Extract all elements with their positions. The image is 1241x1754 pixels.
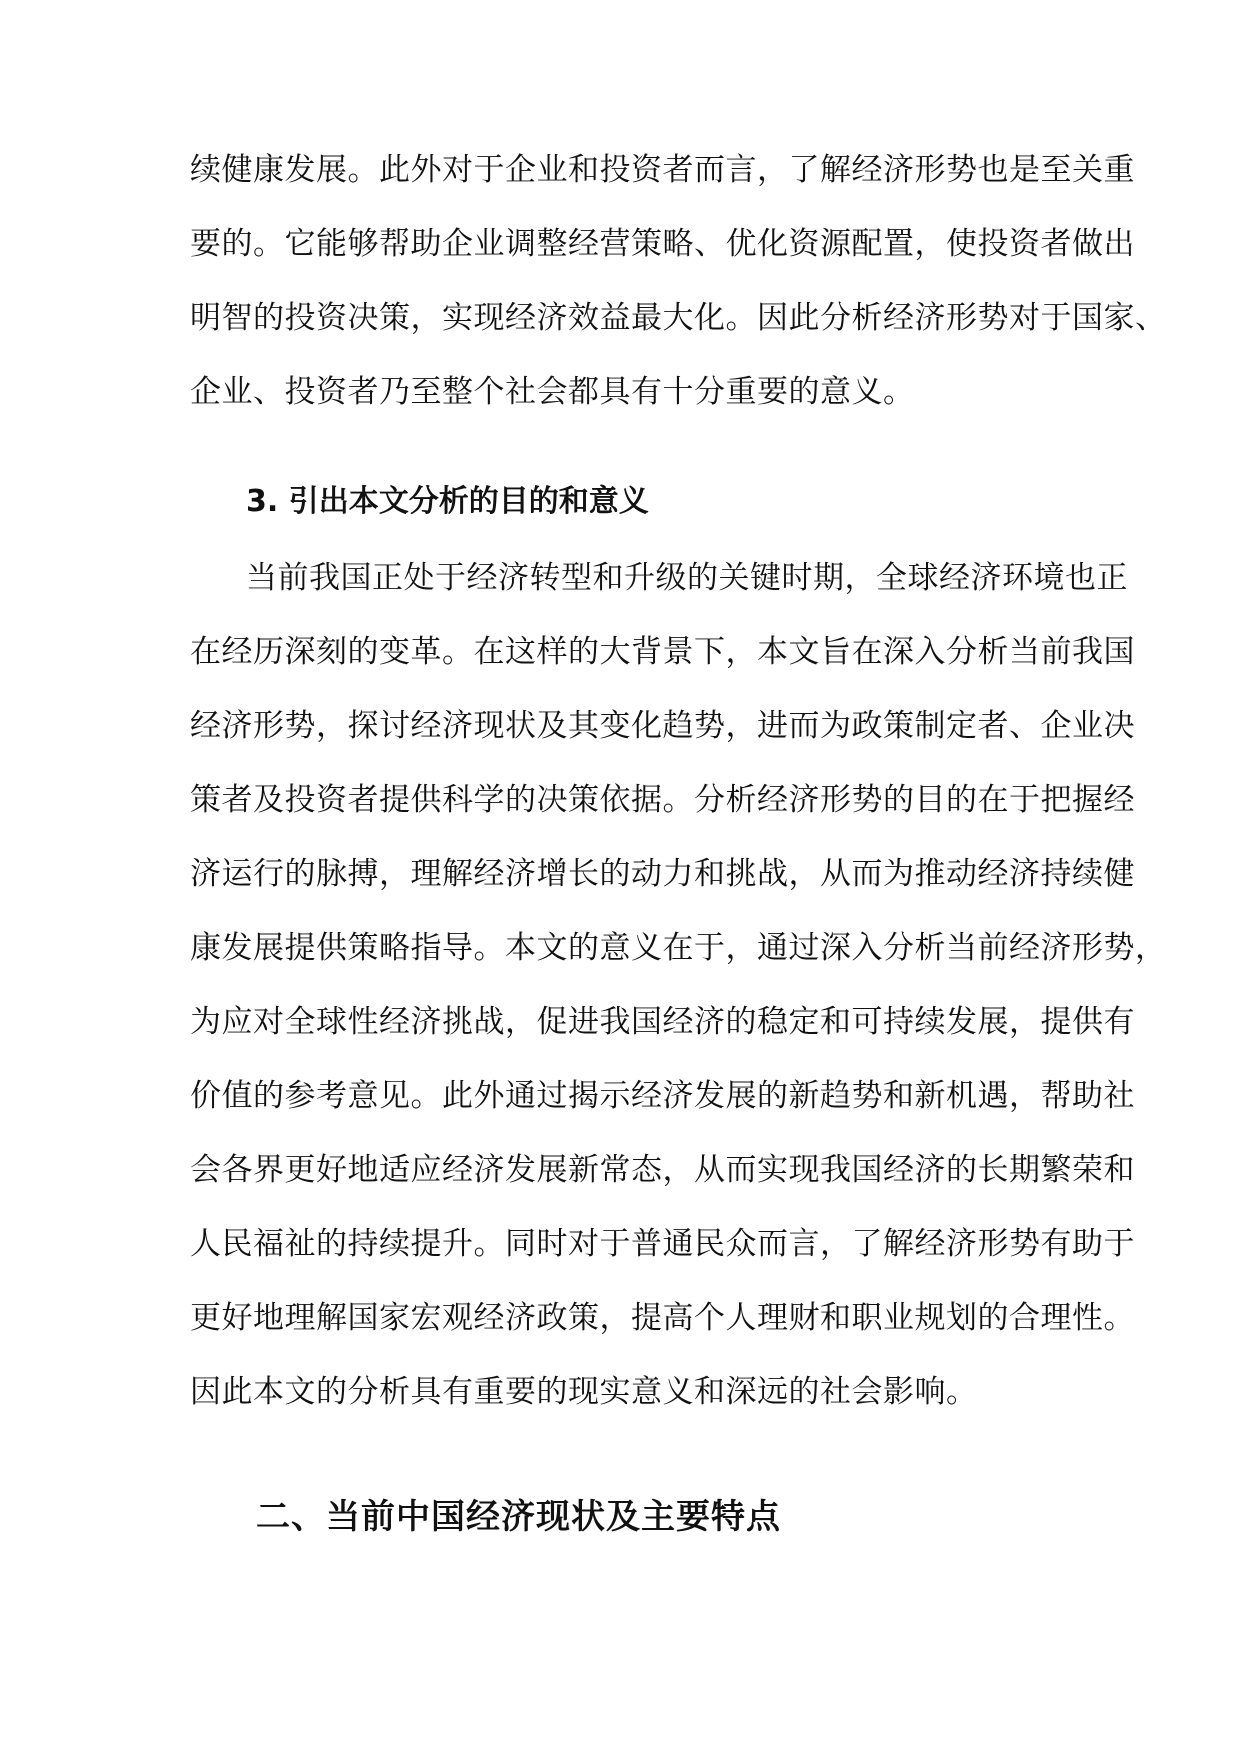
paragraph-line: 要的。它能够帮助企业调整经营策略、优化资源配置，使投资者做出 bbox=[190, 226, 1135, 262]
paragraph-line: 明智的投资决策，实现经济效益最大化。因此分析经济形势对于国家、 bbox=[190, 300, 1167, 336]
paragraph-line: 价值的参考意见。此外通过揭示经济发展的新趋势和新机遇，帮助社 bbox=[190, 1078, 1135, 1114]
subsection-heading: 3. 引出本文分析的目的和意义 bbox=[246, 484, 649, 519]
paragraph-line: 济运行的脉搏，理解经济增长的动力和挑战，从而为推动经济持续健 bbox=[190, 856, 1135, 892]
paragraph-line: 企业、投资者乃至整个社会都具有十分重要的意义。 bbox=[190, 374, 915, 410]
paragraph-line: 在经历深刻的变革。在这样的大背景下，本文旨在深入分析当前我国 bbox=[190, 634, 1135, 670]
paragraph-line: 会各界更好地适应经济发展新常态，从而实现我国经济的长期繁荣和 bbox=[190, 1152, 1135, 1188]
paragraph-line: 续健康发展。此外对于企业和投资者而言，了解经济形势也是至关重 bbox=[190, 152, 1135, 188]
paragraph-line: 经济形势，探讨经济现状及其变化趋势，进而为政策制定者、企业决 bbox=[190, 708, 1135, 744]
paragraph-line: 更好地理解国家宏观经济政策，提高个人理财和职业规划的合理性。 bbox=[190, 1300, 1135, 1336]
paragraph-line: 因此本文的分析具有重要的现实意义和深远的社会影响。 bbox=[190, 1374, 978, 1410]
paragraph-line: 策者及投资者提供科学的决策依据。分析经济形势的目的在于把握经 bbox=[190, 782, 1135, 818]
paragraph-line: 当前我国正处于经济转型和升级的关键时期，全球经济环境也正 bbox=[246, 560, 1128, 596]
section-heading: 二、当前中国经济现状及主要特点 bbox=[256, 1497, 781, 1537]
paragraph-line: 人民福祉的持续提升。同时对于普通民众而言，了解经济形势有助于 bbox=[190, 1226, 1135, 1262]
paragraph-line: 为应对全球性经济挑战，促进我国经济的稳定和可持续发展，提供有 bbox=[190, 1004, 1135, 1040]
paragraph-line: 康发展提供策略指导。本文的意义在于，通过深入分析当前经济形势， bbox=[190, 930, 1167, 966]
